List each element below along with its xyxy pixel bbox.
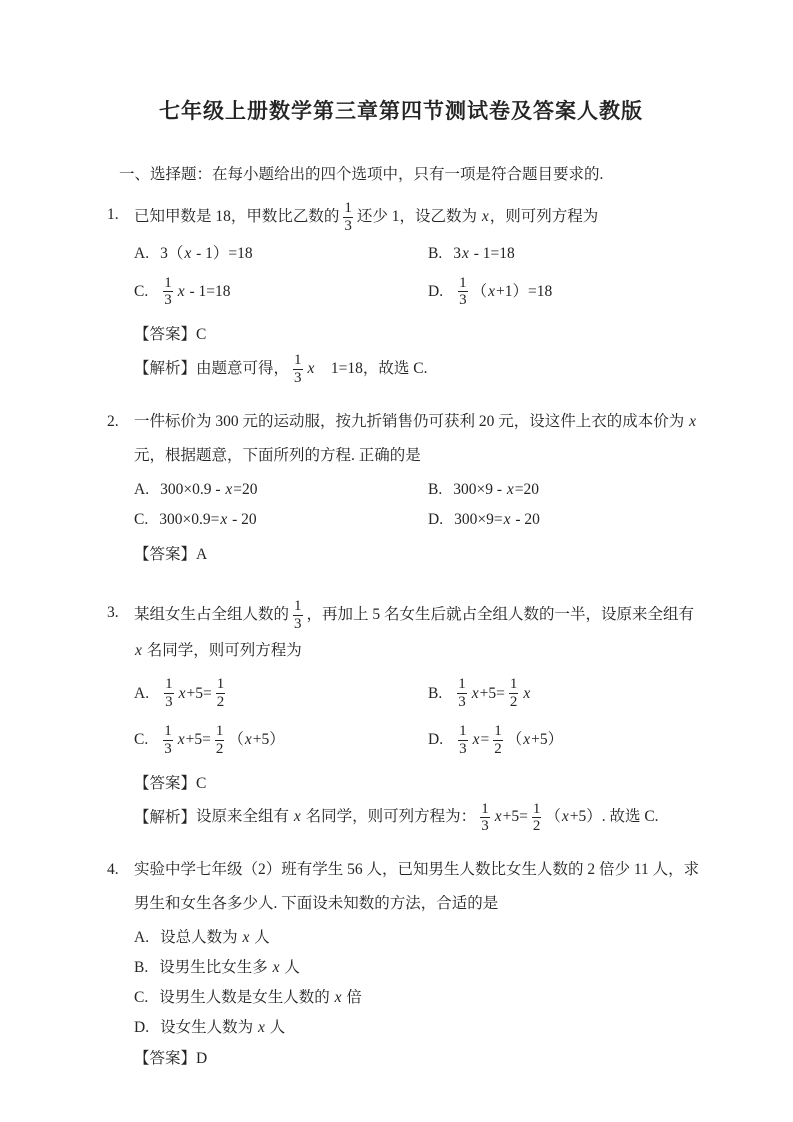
fraction-numerator: 1: [481, 800, 489, 817]
fraction: [458, 723, 468, 758]
question-number: 2.: [107, 412, 119, 430]
text-run: 实验中学七年级（2）班有学生 56 人，已知男生人数比女生人数的 2 倍少 11 人，求男生和女生各多少人. 下面设未知数的方法，合适的是: [134, 861, 700, 913]
text-run: 名同学，则可列方程为：: [301, 808, 477, 826]
math-variable: x: [178, 684, 186, 702]
option-label: A.: [134, 684, 150, 702]
text-run: =: [480, 731, 490, 749]
option-label: B.: [428, 684, 443, 702]
fraction: [215, 723, 225, 758]
analysis-label: 【解析】: [134, 808, 197, 826]
option-content: [160, 243, 253, 265]
option-row: [134, 987, 705, 1009]
math-variable: x: [135, 642, 142, 660]
fraction: [293, 598, 303, 633]
analysis-row: [134, 799, 705, 838]
fraction-denominator: 3: [165, 694, 173, 711]
option-row: [428, 674, 705, 713]
fraction: [163, 275, 173, 310]
math-variable: x: [225, 480, 233, 498]
option-row: [428, 273, 705, 312]
fraction: [216, 676, 226, 711]
answer-value: D: [196, 1050, 208, 1068]
math-variable: x: [523, 684, 531, 702]
text-run: +5=: [185, 731, 211, 749]
text-run: +5）: [252, 731, 285, 749]
fraction: [457, 676, 467, 711]
fraction-numerator: 1: [216, 676, 225, 693]
option-label: D.: [134, 1019, 150, 1037]
math-variable: x: [272, 959, 280, 977]
text-run: 300×9=: [454, 510, 503, 528]
fraction-denominator: 2: [494, 740, 502, 757]
option-label: D.: [428, 731, 444, 749]
text-run: 人: [250, 929, 270, 947]
fraction-numerator: 1: [459, 274, 467, 291]
answer-value: C: [196, 326, 207, 344]
answer-row: [134, 1047, 705, 1070]
text-run: =20: [514, 480, 540, 498]
question-stem-row: [107, 596, 705, 669]
answer-row: [134, 323, 705, 346]
option-row: [134, 509, 428, 531]
text-run: （: [471, 282, 488, 300]
text-run: - 1）=18: [192, 244, 253, 262]
text-run: - 1=18: [469, 244, 515, 262]
option-label: D.: [428, 510, 444, 528]
text-run: 3: [453, 244, 461, 262]
option-row: [134, 479, 428, 501]
question-stem: [134, 405, 705, 473]
question-stem-row: [107, 405, 705, 473]
text-run: 设男生比女生多: [159, 959, 272, 977]
text-run: +5=: [502, 808, 528, 826]
question-stem-row: [107, 198, 705, 237]
question-block: [107, 198, 705, 389]
math-variable: x: [334, 989, 342, 1007]
option-label: C.: [134, 282, 149, 300]
fraction-numerator: 1: [459, 722, 467, 739]
question-number: 3.: [107, 603, 119, 621]
text-run: （: [545, 808, 561, 826]
option-content: [159, 273, 230, 312]
document-title: 七年级上册数学第三章第四节测试卷及答案人教版: [159, 99, 643, 123]
question-stem: [134, 198, 705, 237]
text-run: 名同学，则可列方程为: [142, 642, 302, 660]
math-variable: x: [220, 510, 228, 528]
math-variable: x: [177, 731, 185, 749]
option-row: [428, 721, 705, 760]
math-variable: x: [689, 412, 697, 430]
fraction-numerator: 1: [344, 200, 352, 216]
options-list: [134, 927, 705, 1039]
fraction: [163, 723, 173, 758]
text-run: 人: [265, 1019, 286, 1037]
fraction-numerator: 1: [494, 722, 502, 739]
fraction-numerator: 1: [294, 597, 302, 614]
analysis-content: [196, 352, 428, 386]
math-variable: x: [471, 684, 479, 702]
fraction-denominator: 2: [532, 818, 541, 835]
fraction-denominator: 3: [459, 740, 467, 757]
fraction-numerator: 1: [164, 722, 172, 739]
option-label: A.: [134, 480, 150, 498]
option-content: [453, 674, 531, 713]
text-run: +5=: [186, 684, 212, 702]
text-run: ，则可列方程为: [489, 207, 599, 225]
option-content: [453, 479, 539, 501]
option-label: A.: [134, 929, 150, 947]
answer-value: A: [196, 545, 208, 563]
fraction-denominator: 3: [164, 292, 172, 309]
fraction-numerator: 1: [532, 800, 541, 817]
question-block: [107, 405, 705, 566]
text-run: 已知甲数是 18，甲数比乙数的: [134, 207, 340, 225]
text-run: 300×0.9=: [159, 510, 220, 528]
text-run: 倍: [342, 989, 362, 1007]
option-content: [454, 273, 552, 312]
option-label: B.: [428, 480, 443, 498]
fraction: [493, 723, 503, 758]
option-content: [160, 479, 257, 501]
text-run: ，再加上 5 名女生后就占全组人数的一半，设原来全组有: [306, 605, 698, 623]
question-number: 4.: [107, 861, 119, 879]
math-variable: x: [506, 480, 514, 498]
text-run: 设总人数为: [160, 929, 242, 947]
analysis-row: [134, 350, 705, 389]
fraction: [532, 801, 542, 836]
analysis-label: 【解析】: [134, 360, 197, 378]
option-label: C.: [134, 989, 149, 1007]
text-run: 一件标价为 300 元的运动服，按九折销售仍可获利 20 元，设这件上衣的成本价为: [134, 412, 689, 430]
fraction-numerator: 1: [458, 676, 466, 693]
text-run: 300×0.9 -: [160, 480, 225, 498]
text-run: 还少 1，设乙数为: [356, 207, 481, 225]
math-variable: x: [244, 731, 252, 749]
fraction-denominator: 3: [294, 369, 302, 386]
option-content: [159, 721, 285, 760]
fraction-denominator: 3: [481, 818, 489, 835]
fraction-numerator: 1: [165, 676, 173, 693]
text-run: （: [228, 731, 244, 749]
option-content: [160, 927, 270, 949]
fraction: [458, 275, 468, 310]
math-variable: x: [561, 808, 569, 826]
options-grid: [134, 674, 705, 767]
text-run: 设女生人数为: [160, 1019, 257, 1037]
option-content: [159, 509, 256, 531]
text-run: - 20: [228, 510, 257, 528]
text-run: =20: [233, 480, 258, 498]
answer-label: 【答案】: [134, 545, 197, 563]
math-variable: x: [177, 282, 185, 300]
option-label: C.: [134, 510, 149, 528]
math-variable: x: [488, 282, 495, 300]
text-run: 由题意可得，: [196, 360, 290, 378]
math-variable: x: [242, 929, 250, 947]
text-run: 300×9 -: [453, 480, 506, 498]
question-number: 1.: [107, 206, 119, 223]
option-row: [428, 509, 705, 531]
fraction-denominator: 3: [344, 217, 352, 234]
text-run: 某组女生占全组人数的: [134, 605, 290, 623]
answer-row: [134, 772, 705, 795]
answer-label: 【答案】: [134, 326, 197, 344]
fraction: [509, 676, 519, 711]
text-run: +5=: [479, 684, 505, 702]
option-row: [134, 273, 428, 312]
text-run: +1）=18: [495, 282, 553, 300]
option-label: B.: [428, 244, 443, 262]
option-label: C.: [134, 731, 149, 749]
option-row: [428, 479, 705, 501]
fraction: [164, 676, 174, 711]
option-row: [134, 721, 428, 760]
option-content: [159, 987, 362, 1009]
option-label: B.: [134, 959, 149, 977]
analysis-content: [196, 800, 659, 835]
option-row: [134, 927, 705, 949]
text-run: 1=18，故选 C.: [315, 360, 428, 378]
option-label: A.: [134, 244, 150, 262]
text-run: 设原来全组有: [196, 808, 293, 826]
math-variable: x: [472, 731, 480, 749]
fraction-numerator: 1: [509, 676, 518, 693]
question-stem: [134, 596, 705, 669]
math-variable: x: [293, 808, 301, 826]
text-run: +5）: [531, 731, 564, 749]
options-grid: [134, 243, 705, 320]
math-variable: x: [523, 731, 531, 749]
option-row: [428, 243, 705, 265]
options-grid: [134, 479, 705, 539]
text-run: （: [506, 731, 523, 749]
fraction-denominator: 3: [459, 292, 467, 309]
questions-container: [107, 198, 705, 1070]
math-variable: x: [494, 808, 502, 826]
option-row: [134, 1017, 705, 1039]
option-content: [454, 509, 540, 531]
fraction-numerator: 1: [215, 722, 224, 739]
fraction: [343, 200, 353, 235]
text-run: - 20: [511, 510, 540, 528]
fraction-denominator: 2: [215, 740, 224, 757]
question-block: [107, 853, 705, 1070]
fraction-denominator: 2: [509, 694, 518, 711]
math-variable: x: [307, 360, 315, 378]
option-content: [454, 721, 563, 760]
question-block: [107, 596, 705, 837]
text-run: 元，根据题意，下面所列的方程. 正确的是: [134, 412, 701, 464]
math-variable: x: [461, 244, 469, 262]
answer-row: [134, 543, 705, 566]
math-variable: x: [503, 510, 511, 528]
text-run: 设男生人数是女生人数的: [159, 989, 334, 1007]
option-row: [134, 957, 705, 979]
question-stem-row: [107, 853, 705, 921]
answer-value: C: [196, 774, 207, 792]
option-content: [159, 957, 300, 979]
fraction-denominator: 3: [458, 694, 466, 711]
math-variable: x: [481, 207, 489, 225]
fraction-denominator: 3: [164, 740, 172, 757]
answer-label: 【答案】: [134, 774, 197, 792]
math-variable: x: [184, 244, 192, 262]
fraction-denominator: 3: [294, 615, 302, 632]
fraction-numerator: 1: [164, 274, 172, 291]
option-content: [160, 1017, 285, 1039]
text-run: 3（: [160, 244, 184, 262]
question-stem: [134, 853, 705, 921]
text-run: 人: [280, 959, 300, 977]
option-row: [134, 674, 428, 713]
option-row: [134, 243, 428, 265]
fraction: [480, 801, 490, 836]
text-run: - 1=18: [185, 282, 231, 300]
math-variable: x: [257, 1019, 265, 1037]
text-run: +5）. 故选 C.: [569, 808, 659, 826]
fraction-numerator: 1: [294, 352, 302, 369]
option-content: [453, 243, 515, 265]
fraction: [293, 352, 303, 387]
fraction-denominator: 2: [216, 694, 225, 711]
answer-label: 【答案】: [134, 1050, 197, 1068]
option-label: D.: [428, 282, 444, 300]
option-content: [160, 674, 229, 713]
section-header: 一、选择题：在每小题给出的四个选项中，只有一项是符合题目要求的.: [119, 166, 604, 183]
